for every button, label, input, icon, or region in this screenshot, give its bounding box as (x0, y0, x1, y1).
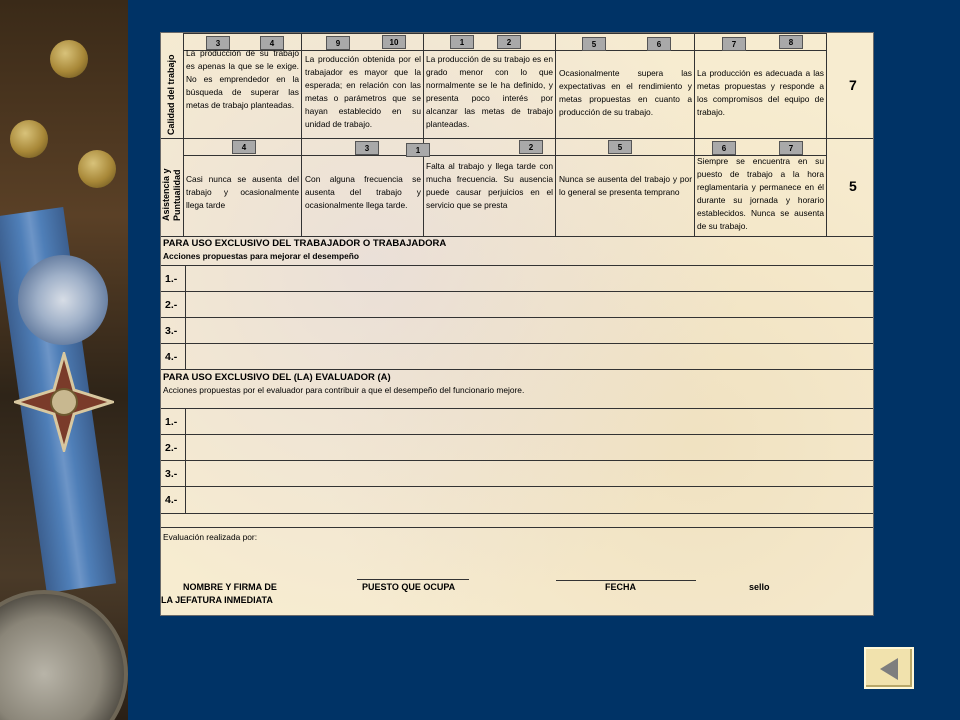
action-number: 1.- (165, 416, 178, 428)
action-number: 4.- (165, 351, 178, 363)
score-box: 9 (326, 36, 350, 50)
action-input-trabajador-3[interactable] (186, 318, 872, 343)
total-score-calidad: 7 (849, 77, 857, 93)
decorative-button-image (10, 120, 48, 158)
criterion-cell: Siempre se encuentra en su puesto de trabajo a la hora reglamentaria y permanece en él durante su jornada y horario establecidos. Nunca se ausenta de su trabajo. (697, 156, 824, 231)
criterion-cell: La producción obtenida por el trabajador es mayor que la esperada; en relación con las metas o parámetros que se hayan establecido en su unidad de trabajo. (305, 54, 421, 129)
rosette-image (18, 255, 108, 345)
row-label-calidad: Calidad del trabajo (166, 54, 176, 135)
medal-cross-image (14, 352, 114, 452)
action-number: 3.- (165, 325, 178, 337)
criterion-cell: La producción de su trabajo es en grado menor con lo que normalmente se le ha definido, y presenta poco interés por alcanzar las metas de trabajo planteadas. (426, 54, 553, 129)
action-number: 2.- (165, 442, 178, 454)
signature-name-label-2: LA JEFATURA INMEDIATA (161, 595, 273, 605)
action-number: 3.- (165, 468, 178, 480)
score-box: 3 (206, 36, 230, 50)
section-title-evaluador: PARA USO EXCLUSIVO DEL (LA) EVALUADOR (A) (163, 372, 391, 383)
total-score-asistencia: 5 (849, 178, 857, 194)
score-box: 7 (722, 37, 746, 51)
score-box: 4 (260, 36, 284, 50)
score-box: 7 (779, 141, 803, 155)
criterion-cell: Falta al trabajo y llega tarde con mucha frecuencia. Su ausencia puede causar perjuicios en el servicio que se presta (426, 161, 553, 210)
decorative-button-image (78, 150, 116, 188)
criterion-cell: Con alguna frecuencia se ausenta del trabajo y ocasionalmente llega tarde. (305, 174, 421, 210)
action-number: 2.- (165, 299, 178, 311)
section-title-trabajador: PARA USO EXCLUSIVO DEL TRABAJADOR O TRABAJADORA (163, 238, 447, 249)
score-box: 8 (779, 35, 803, 49)
criterion-cell: Casi nunca se ausenta del trabajo y ocasionalmente llega tarde (186, 174, 299, 210)
score-box: 1 (450, 35, 474, 49)
action-input-evaluador-3[interactable] (186, 461, 872, 486)
compass-image (0, 590, 128, 720)
section-subtitle-evaluador: Acciones propuestas por el evaluador para contribuir a que el desempeño del funcionario mejore. (163, 385, 525, 395)
action-input-trabajador-2[interactable] (186, 292, 872, 317)
section-subtitle-trabajador: Acciones propuestas para mejorar el desempeño (163, 251, 359, 261)
action-input-evaluador-1[interactable] (186, 409, 872, 434)
evaluation-form (160, 32, 874, 616)
criterion-cell: La producción es adecuada a las metas propuestas y responde a los compromisos del equipo de trabajo. (697, 68, 824, 117)
decorative-button-image (50, 40, 88, 78)
score-box: 1 (406, 143, 430, 157)
score-box: 2 (519, 140, 543, 154)
score-box: 4 (232, 140, 256, 154)
row-label-asistencia: Asistencia y Puntualidad (161, 168, 182, 221)
criterion-cell: Ocasionalmente supera las expectativas en el rendimiento y metas propuestas en cuanto a producción de su trabajo. (559, 68, 692, 117)
triangle-left-icon (880, 658, 898, 680)
criterion-cell: La producción de su trabajo es apenas la que se le exige. No es emprendedor en la búsqueda de superar las metas de trabajo planteadas. (186, 48, 299, 110)
action-input-trabajador-4[interactable] (186, 344, 872, 369)
action-number: 4.- (165, 494, 178, 506)
action-input-evaluador-4[interactable] (186, 487, 872, 513)
back-button[interactable] (864, 647, 914, 689)
score-box: 2 (497, 35, 521, 49)
date-label: FECHA (605, 582, 636, 592)
action-input-trabajador-1[interactable] (186, 266, 872, 291)
position-label: PUESTO QUE OCUPA (362, 582, 456, 592)
decorative-medal-image (0, 0, 128, 720)
score-box: 6 (647, 37, 671, 51)
signature-name-label: NOMBRE Y FIRMA DE (183, 582, 277, 592)
score-box: 6 (712, 141, 736, 155)
seal-label: sello (749, 582, 770, 592)
score-box: 5 (582, 37, 606, 51)
score-box: 10 (382, 35, 406, 49)
criterion-cell: Nunca se ausenta del trabajo y por lo general se presenta temprano (559, 174, 692, 197)
action-number: 1.- (165, 273, 178, 285)
score-box: 3 (355, 141, 379, 155)
evaluation-by-label: Evaluación realizada por: (163, 532, 258, 542)
score-box: 5 (608, 140, 632, 154)
action-input-evaluador-2[interactable] (186, 435, 872, 460)
